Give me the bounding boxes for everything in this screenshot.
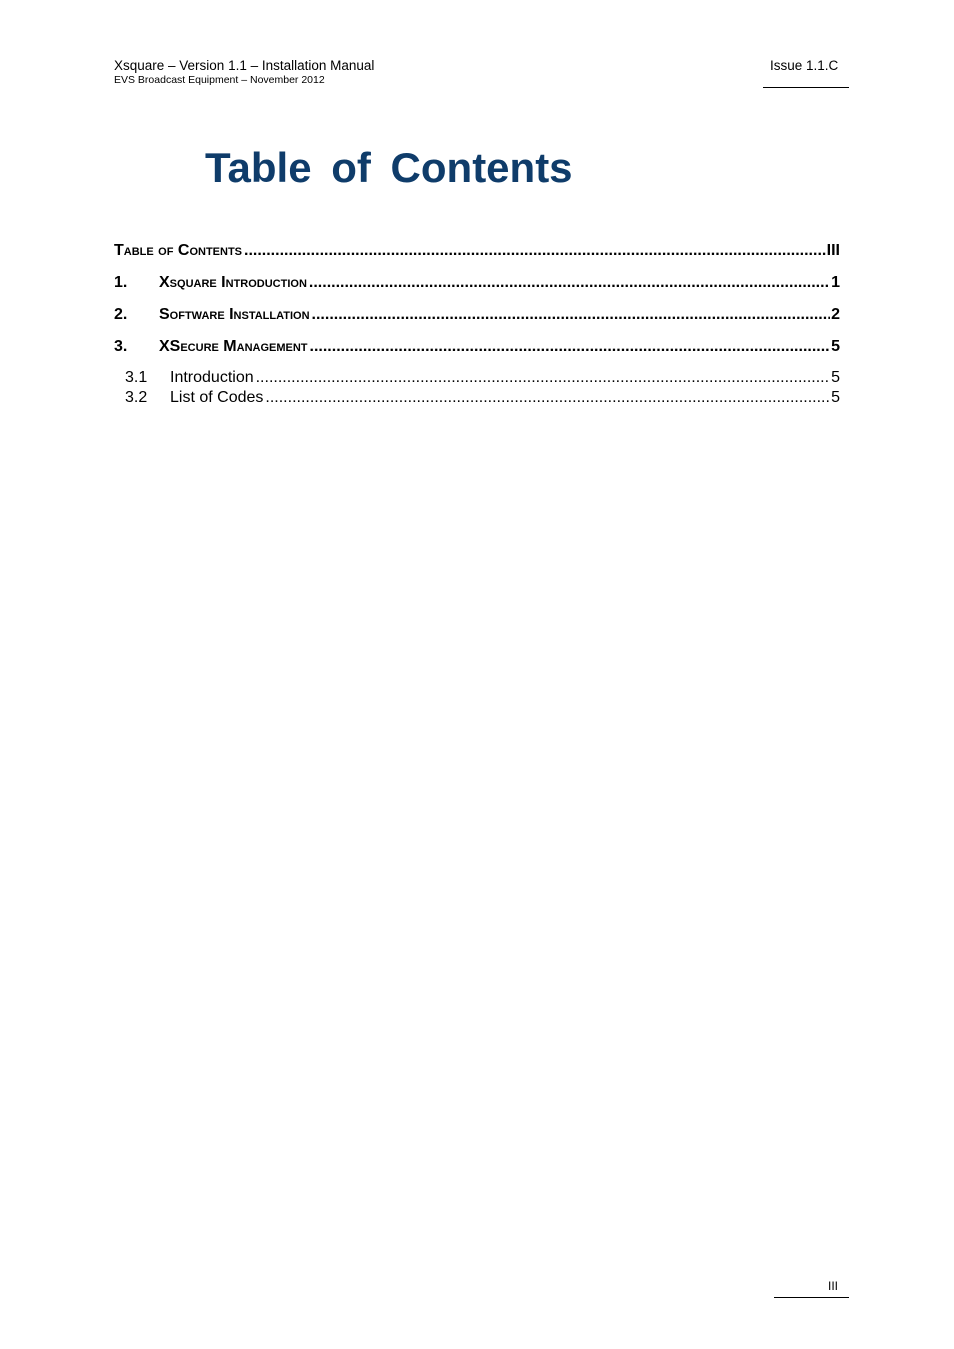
toc-entry-label: XSecure Management [159, 338, 308, 355]
toc-entry-software-installation[interactable] [114, 304, 840, 336]
toc-entry-xsecure-management[interactable] [114, 336, 840, 368]
toc-entry-number: 3.1 [125, 369, 148, 386]
toc-entry-label: Table of Contents [114, 242, 242, 259]
document-subtitle: EVS Broadcast Equipment – November 2012 [114, 74, 325, 86]
toc-entry-label: Xsquare Introduction [159, 274, 307, 291]
toc-entry-page: 5 [831, 389, 840, 406]
issue-number: Issue 1.1.C [770, 58, 839, 73]
toc-entry-table-of-contents[interactable] [114, 240, 840, 272]
page-header [114, 58, 374, 87]
toc-entry-number: 1. [114, 274, 128, 291]
page-title: Table of Contents [205, 144, 573, 191]
toc-leader [265, 388, 830, 408]
toc-leader [310, 336, 831, 358]
toc-entry-number: 3. [114, 338, 128, 355]
table-of-contents [114, 240, 840, 408]
toc-entry-label: Software Installation [159, 306, 310, 323]
toc-entry-page: 5 [831, 369, 840, 386]
issue-box [763, 58, 849, 88]
toc-leader [309, 272, 830, 294]
toc-entry-label: Introduction [170, 369, 254, 386]
toc-entry-number: 3.2 [125, 389, 148, 406]
toc-leader [256, 368, 830, 388]
toc-entry-page: 2 [831, 306, 840, 323]
toc-entry-label: List of Codes [170, 389, 264, 406]
toc-entry-page: 5 [831, 338, 840, 355]
page-number: III [774, 1278, 849, 1298]
toc-entry-page: 1 [831, 274, 840, 291]
document-title: Xsquare – Version 1.1 – Installation Manual [114, 58, 375, 73]
toc-entry-number: 2. [114, 306, 128, 323]
toc-subentry-list-of-codes[interactable] [114, 388, 840, 408]
toc-leader [244, 240, 826, 262]
toc-entry-xsquare-introduction[interactable] [114, 272, 840, 304]
toc-leader [312, 304, 831, 326]
toc-entry-page: III [826, 242, 840, 259]
toc-subentry-introduction[interactable] [114, 368, 840, 388]
